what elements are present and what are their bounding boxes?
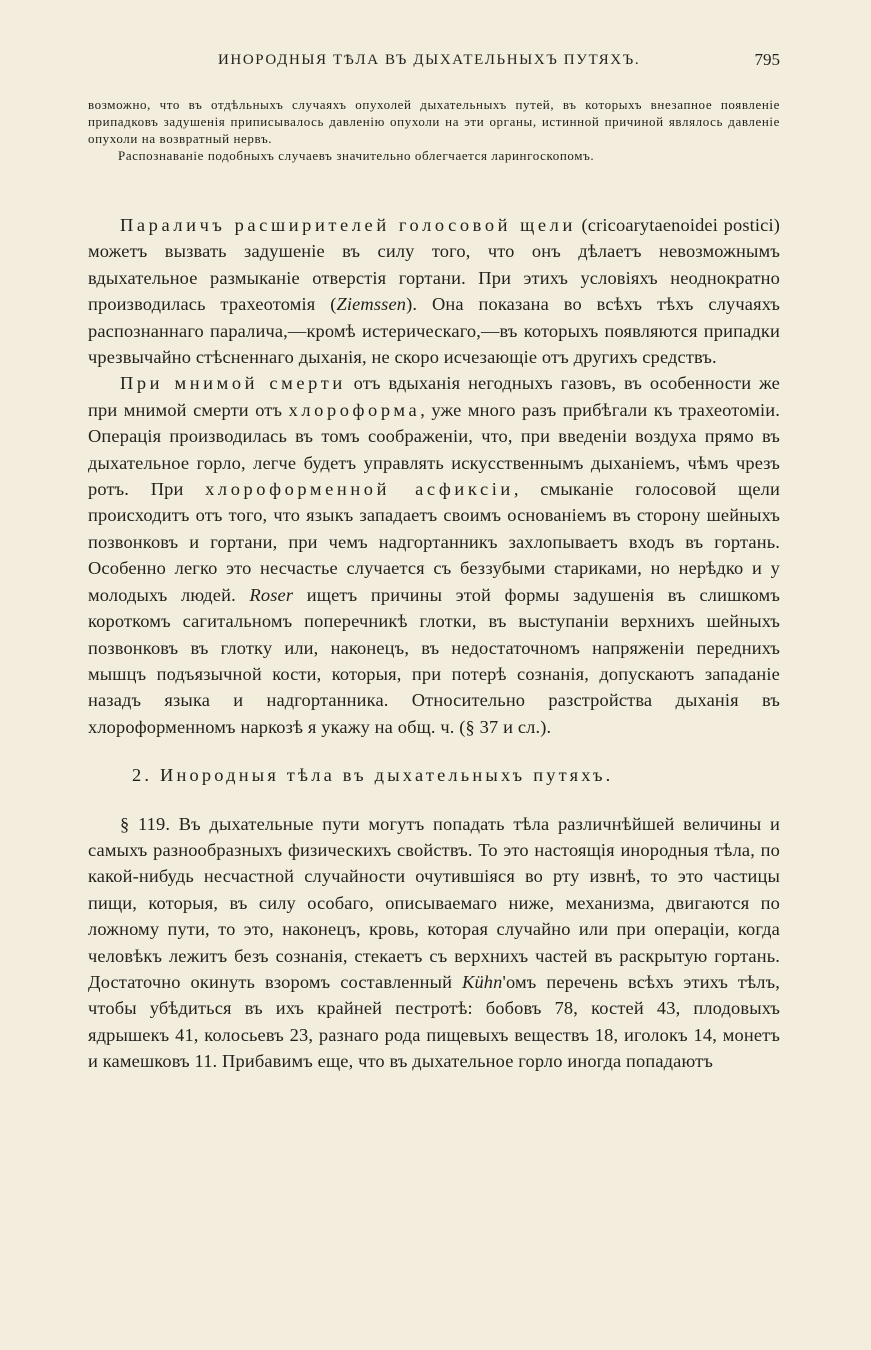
author-name: Ziemssen [336,294,407,315]
paragraph-apparent-death [88,370,780,740]
text-run: ). Она показана во всѣхъ тѣхъ случаяхъ распознаннаго паралича,—кромѣ истерическаго,—въ которыхъ появляются припадки чрезвычайно стѣсненнаго дыханія, не скоро исчезающіе отъ другихъ средствъ. [88,294,780,368]
page-number: 795 [754,50,780,69]
text-run: , смыканіе голосовой щели происходитъ отъ того, что языкъ западаетъ своимъ основаніемъ въ сторону шейныхъ позвонковъ и гортани, при чемъ надгортанникъ захлопываетъ входъ въ гортань. Особенно легко это несчастье случается съ беззубыми стариками, но нерѣдко и у молодыхъ людей. [88,479,780,605]
paragraph-paralysis [88,212,780,370]
footnote-paragraph: Распознаваніе подобныхъ случаевъ значительно облегчается ларингоскопомъ. [118,148,595,163]
running-head [88,50,780,74]
spaced-term: хлороформенной асфиксіи [205,479,514,500]
text-run: , уже много разъ прибѣгали къ трахеотоміи. Операція производилась въ томъ соображеніи, что, при введеніи воздуха прямо въ дыхательное горло, легче будетъ управлять искусственнымъ дыханіемъ, чѣмъ чрезъ ротъ. При [88,399,780,500]
running-title: ИНОРОДНЫЯ ТѢЛА ВЪ ДЫХАТЕЛЬНЫХЪ ПУТЯХЪ. [218,52,641,68]
footnote-block [88,96,780,164]
paragraph-section-119 [88,811,780,1075]
author-name: Kühn [462,971,503,992]
text-run: § 119. Въ дыхательные пути могутъ попадать тѣла различнѣйшей величины и самыхъ разнообразныхъ физическихъ свойствъ. То это настоящія инородныя тѣла, по какой-нибудь несчастной случайности очутившіяся во рту извнѣ, то это частицы пищи, которыя, въ силу особаго, описываемаго ниже, механизма, двигаются по ложному пути, то это, наконецъ, кровь, которая случайно или при операціи, когда человѣкъ лежитъ безъ сознанія, стекаетъ съ верхнихъ частей въ раскрытую гортань. Достаточно окинуть взоромъ составленный [88,813,780,992]
text-run: ищетъ причины этой формы задушенія въ слишкомъ короткомъ сагитальномъ поперечникѣ глотки, въ выступаніи верхнихъ шейныхъ позвонковъ въ глотку или, наконецъ, въ недостаточномъ напряженіи переднихъ мышцъ подъязычной кости, которыя, при потерѣ сознанія, допускаютъ западаніе назадъ языка и надгортанника. Относительно разстройства дыханія въ хлороформенномъ наркозѣ я укажу на общ. ч. (§ 37 и сл.). [88,584,780,737]
spaced-term: Параличъ расширителей голосовой щели [120,215,576,235]
text-run: (cricoarytaenoidei postici) можетъ вызвать задушеніе въ силу того, что онъ дѣлаетъ невозможнымъ вдыхательное размыканіе отверстія гортани. При этихъ условіяхъ неоднократно производилась трахеотомія ( [88,215,780,315]
spaced-term: хлороформа [288,399,421,420]
author-name: Roser [249,584,294,605]
text-run: 'омъ перечень всѣхъ этихъ тѣлъ, чтобы убѣдиться въ ихъ крайней пестротѣ: бобовъ 78, костей 43, плодовыхъ ядрышекъ 41, колосьевъ 23, разнаго рода пищевыхъ веществъ 18, иголокъ 14, монетъ и камешковъ 11. Прибавимъ еще, что въ дыхательное горло иногда попадаютъ [88,971,780,1072]
section-heading: 2. Инородныя тѣла въ дыхательныхъ путяхъ. [132,765,614,786]
text-run: отъ вдыханія негодныхъ газовъ, въ особенности же при мнимой смерти отъ [88,373,780,420]
footnote-paragraph: возможно, что въ отдѣльныхъ случаяхъ опухолей дыхательныхъ путей, въ которыхъ внезапное появленіе припадковъ задушенія приписывалось давленію опухоли на эти органы, истинной причиной являлось давленіе опухоли на возвратный нервъ. [88,97,780,146]
body-text [88,212,780,1075]
spaced-term: При мнимой смерти [120,373,346,394]
